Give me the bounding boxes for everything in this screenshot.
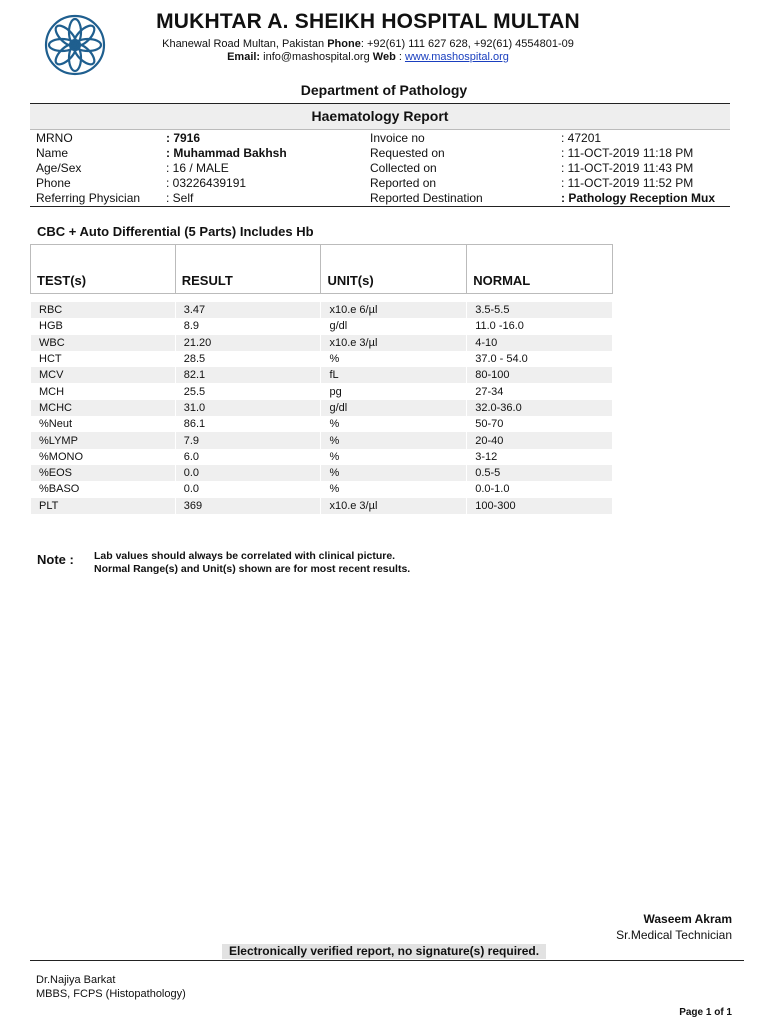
- phone-label: Phone: [327, 38, 361, 50]
- table-row: [31, 302, 613, 318]
- verification-banner: Electronically verified report, no signature(s) required.: [222, 944, 546, 959]
- doctor-name: Dr.Najiya Barkat: [36, 974, 116, 986]
- mrno-value: : 7916: [166, 131, 201, 145]
- test-cell: HGB: [31, 318, 176, 334]
- invoice-value: : 47201: [561, 131, 602, 145]
- report-title-band: [30, 103, 730, 130]
- normal-cell: 4-10: [467, 335, 613, 351]
- test-cell: MCH: [31, 383, 176, 399]
- normal-cell: 20-40: [467, 432, 613, 448]
- unit-cell: pg: [321, 383, 467, 399]
- table-row: [31, 367, 613, 383]
- patient-values-right: [561, 131, 761, 206]
- normal-cell: 100-300: [467, 498, 613, 514]
- result-cell: 0.0: [175, 481, 321, 497]
- test-cell: WBC: [31, 335, 176, 351]
- patient-values-left: [166, 131, 366, 206]
- table-row: [31, 481, 613, 497]
- requested-on-label: Requested on: [370, 146, 445, 160]
- unit-cell: g/dl: [321, 400, 467, 416]
- normal-cell: 27-34: [467, 383, 613, 399]
- referring-physician-value: : Self: [166, 191, 194, 205]
- result-cell: 0.0: [175, 465, 321, 481]
- hospital-contact: [118, 51, 618, 63]
- address-text: Khanewal Road Multan, Pakistan: [162, 38, 328, 50]
- result-cell: 3.47: [175, 302, 321, 318]
- test-cell: HCT: [31, 351, 176, 367]
- referring-physician-label: Referring Physician: [36, 191, 141, 205]
- result-cell: 31.0: [175, 400, 321, 416]
- reported-on-label: Reported on: [370, 176, 437, 190]
- result-cell: 28.5: [175, 351, 321, 367]
- normal-cell: 3-12: [467, 449, 613, 465]
- spacer-row: [31, 294, 613, 303]
- result-cell: 6.0: [175, 449, 321, 465]
- table-row: [31, 318, 613, 334]
- flower-logo-icon: [44, 14, 106, 76]
- normal-cell: 80-100: [467, 367, 613, 383]
- note-label: Note :: [37, 552, 74, 567]
- table-row: [31, 335, 613, 351]
- result-cell: 86.1: [175, 416, 321, 432]
- test-cell: %EOS: [31, 465, 176, 481]
- test-cell: MCHC: [31, 400, 176, 416]
- collected-on-label: Collected on: [370, 161, 437, 175]
- table-header-row: [31, 245, 613, 294]
- normal-cell: 0.0-1.0: [467, 481, 613, 497]
- normal-cell: 3.5-5.5: [467, 302, 613, 318]
- note-text: [94, 550, 410, 576]
- email-label: Email:: [227, 51, 261, 63]
- table-row: [31, 416, 613, 432]
- phone-value: : +92(61) 111 627 628, +92(61) 4554801-09: [360, 38, 574, 50]
- result-cell: 21.20: [175, 335, 321, 351]
- normal-cell: 32.0-36.0: [467, 400, 613, 416]
- signatory-name: Waseem Akram: [643, 912, 732, 926]
- reported-on-value: : 11-OCT-2019 11:52 PM: [561, 176, 694, 190]
- doctor-qualification: MBBS, FCPS (Histopathology): [36, 988, 186, 1000]
- web-separator: :: [395, 51, 405, 63]
- table-row: [31, 351, 613, 367]
- normal-cell: 50-70: [467, 416, 613, 432]
- result-cell: 7.9: [175, 432, 321, 448]
- test-cell: PLT: [31, 498, 176, 514]
- unit-cell: %: [321, 416, 467, 432]
- unit-cell: %: [321, 481, 467, 497]
- reported-destination-value: : Pathology Reception Mux: [561, 191, 716, 205]
- table-row: [31, 465, 613, 481]
- column-header-result: RESULT: [175, 245, 321, 294]
- unit-cell: %: [321, 432, 467, 448]
- normal-cell: 11.0 -16.0: [467, 318, 613, 334]
- age-sex-value: : 16 / MALE: [166, 161, 229, 175]
- unit-cell: %: [321, 449, 467, 465]
- phone-value: : 03226439191: [166, 176, 247, 190]
- requested-on-value: : 11-OCT-2019 11:18 PM: [561, 146, 694, 160]
- table-row: [31, 432, 613, 448]
- patient-labels-right: [370, 131, 560, 206]
- unit-cell: %: [321, 351, 467, 367]
- unit-cell: x10.e 3/µl: [321, 335, 467, 351]
- footer-divider: [30, 960, 744, 961]
- normal-cell: 37.0 - 54.0: [467, 351, 613, 367]
- unit-cell: x10.e 6/µl: [321, 302, 467, 318]
- column-header-normal: NORMAL: [467, 245, 613, 294]
- test-cell: %Neut: [31, 416, 176, 432]
- results-body: [31, 294, 613, 514]
- test-cell: RBC: [31, 302, 176, 318]
- hospital-address: [118, 38, 618, 50]
- unit-cell: fL: [321, 367, 467, 383]
- note-line-1: Lab values should always be correlated with clinical picture.: [94, 550, 396, 562]
- result-cell: 369: [175, 498, 321, 514]
- patient-name-value: : Muhammad Bakhsh: [166, 146, 287, 160]
- signatory-title: Sr.Medical Technician: [616, 928, 732, 942]
- patient-labels-left: [36, 131, 164, 206]
- collected-on-value: : 11-OCT-2019 11:43 PM: [561, 161, 694, 175]
- normal-cell: 0.5-5: [467, 465, 613, 481]
- table-row: [31, 400, 613, 416]
- test-cell: MCV: [31, 367, 176, 383]
- column-header-test: TEST(s): [31, 245, 176, 294]
- divider: [30, 206, 730, 207]
- table-row: [31, 383, 613, 399]
- table-row: [31, 449, 613, 465]
- test-cell: %MONO: [31, 449, 176, 465]
- name-label: Name: [36, 146, 69, 160]
- web-label: Web: [372, 51, 396, 63]
- page-number: Page 1 of 1: [679, 1007, 732, 1018]
- test-cell: %BASO: [31, 481, 176, 497]
- note-line-2: Normal Range(s) and Unit(s) shown are for most recent results.: [94, 563, 411, 575]
- report-title: Haematology Report: [311, 108, 449, 124]
- mrno-label: MRNO: [36, 131, 73, 145]
- invoice-label: Invoice no: [370, 131, 425, 145]
- result-cell: 82.1: [175, 367, 321, 383]
- phone-label: Phone: [36, 176, 71, 190]
- column-header-unit: UNIT(s): [321, 245, 467, 294]
- spacer-cell: [31, 294, 613, 303]
- test-name: CBC + Auto Differential (5 Parts) Includes Hb: [37, 224, 314, 239]
- result-cell: 25.5: [175, 383, 321, 399]
- result-cell: 8.9: [175, 318, 321, 334]
- results-table: [30, 244, 613, 514]
- email-value: info@mashospital.org: [260, 51, 373, 63]
- age-sex-label: Age/Sex: [36, 161, 82, 175]
- department-title: Department of Pathology: [300, 82, 468, 98]
- website-link[interactable]: www.mashospital.org: [404, 51, 509, 63]
- hospital-name: MUKHTAR A. SHEIKH HOSPITAL MULTAN: [156, 10, 580, 33]
- reported-destination-label: Reported Destination: [370, 191, 483, 205]
- test-cell: %LYMP: [31, 432, 176, 448]
- unit-cell: g/dl: [321, 318, 467, 334]
- unit-cell: %: [321, 465, 467, 481]
- table-row: [31, 498, 613, 514]
- unit-cell: x10.e 3/µl: [321, 498, 467, 514]
